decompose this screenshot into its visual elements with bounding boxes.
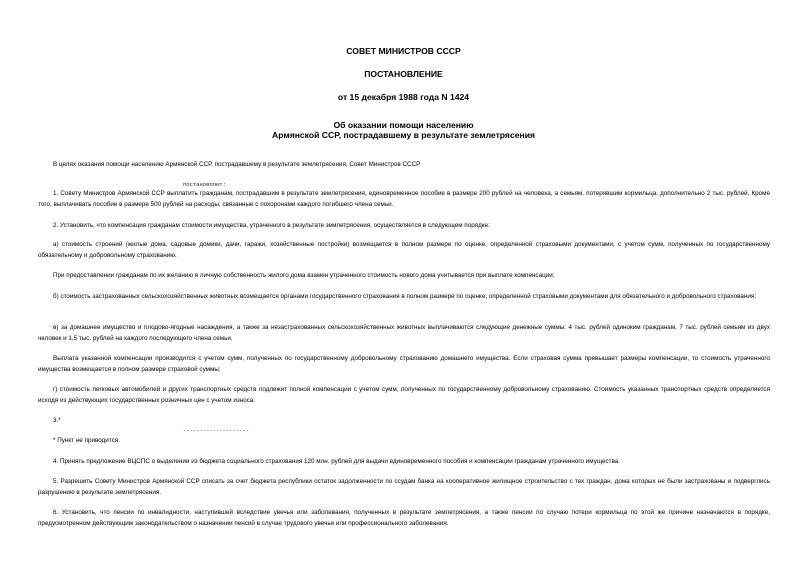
document-date: от 15 декабря 1988 года N 1424 — [337, 92, 470, 102]
footnote: * Пункт не приводится. — [53, 437, 120, 444]
paragraph-2g: г) стоимость легковых автомобилей и других транспортных средств подлежит полной компенсации с учетом сумм, полученных по государственному добровольному страхованию. Стоимость указанных транспортных средств определяется исходя из действующих государственных розничных цен с учетом износа. — [38, 386, 770, 404]
paragraph-2a: а) стоимость строений (жилые дома, садовые домики, дачи, гаражи, хозяйственные постройки) возмещается в полном размере по оценке, определенной страховыми документами, с учетом сумм, полученных по государственному обязательному и добровольному страхованию. — [38, 241, 770, 259]
paragraph-2b: б) стоимость застрахованных сельскохозяйственных животных возмещается органами государственного страхования в полном размере по оценке, определенной страховыми документами для обязательного и добровольного страхования; — [53, 293, 757, 300]
paragraph-2a-note: При предоставлении гражданам по их желанию в личную собственность жилого дома взамен утраченного стоимость нового дома учитывается при выплате компенсации; — [53, 272, 555, 279]
document-type: ПОСТАНОВЛЕНИЕ — [364, 69, 443, 79]
document-title-line-2: Армянской ССР, пострадавшему в результате землетрясения — [272, 130, 535, 140]
paragraph-2: 2. Установить, что компенсация гражданам стоимости имущества, утраченного в результате землетрясения, осуществляется в следующем порядке: — [53, 222, 490, 229]
paragraph-5: 5. Разрешить Совету Министров Армянской ССР списать за счет бюджета республики остаток задолженности по ссудам банка на кооперативное жилищное строительство с тех граждан, дома которых не были застрахованы и подверглись разрушению в результате землетрясения. — [38, 478, 770, 496]
paragraph-4: 4. Принять предложение ВЦСПС о выделении из бюджета социального страхования 120 млн. рублей для выдачи единовременного пособия и компенсации гражданам утраченного имущества. — [53, 458, 621, 465]
intro-paragraph: В целях оказания помощи населению Армянской ССР, пострадавшему в результате землетрясения, Совет Министров СССР — [53, 161, 421, 168]
resolves-label: постановляет: — [183, 181, 226, 188]
issuing-body: СОВЕТ МИНИСТРОВ СССР — [346, 46, 461, 56]
document-title-line-1: Об оказании помощи населению — [333, 120, 474, 130]
paragraph-6: 6. Установить, что пенсии по инвалидности, наступившей вследствие увечья или заболевания, полученных в результате землетрясения, а также пенсии по случаю потери кормильца по этой же причине назначаются в порядке, предусмотренном действующим законодательством о назначении пенсий в случае трудового увечья или профессионального заболевания. — [38, 509, 770, 527]
paragraph-1: 1. Совету Министров Армянской ССР выплатить гражданам, пострадавшим в результате землетрясения, единовременное пособие в размере 200 рублей на человека, а семьям, потерявшим кормильца, дополнительно 2 тыс. рублей. Кроме того, выплачивать пособие в размере 500 рублей на расходы, связанные с похоронами каждого погибшего члена семьи. — [38, 190, 770, 208]
paragraph-3: 3.* — [53, 417, 61, 424]
paragraph-2v-note: Выплата указанной компенсации производится с учетом сумм, полученных по государственному добровольному страхованию домашнего имущества. Если страховая сумма превышает размеры компенсации, то стоимость утраченного имущества возмещается в полном размере страховой суммы; — [38, 355, 770, 373]
paragraph-2v: в) за домашнее имущество и плодово-ягодные насаждения, а также за незастрахованных сельскохозяйственных животных выплачиваются следующие денежные суммы: 4 тыс. рублей одиноким гражданам, 7 тыс. рублей семьям из двух человек и 1,5 тыс. рублей на каждого последующего члена семьи. — [38, 324, 770, 342]
footnote-separator: -------------------- — [183, 427, 250, 434]
